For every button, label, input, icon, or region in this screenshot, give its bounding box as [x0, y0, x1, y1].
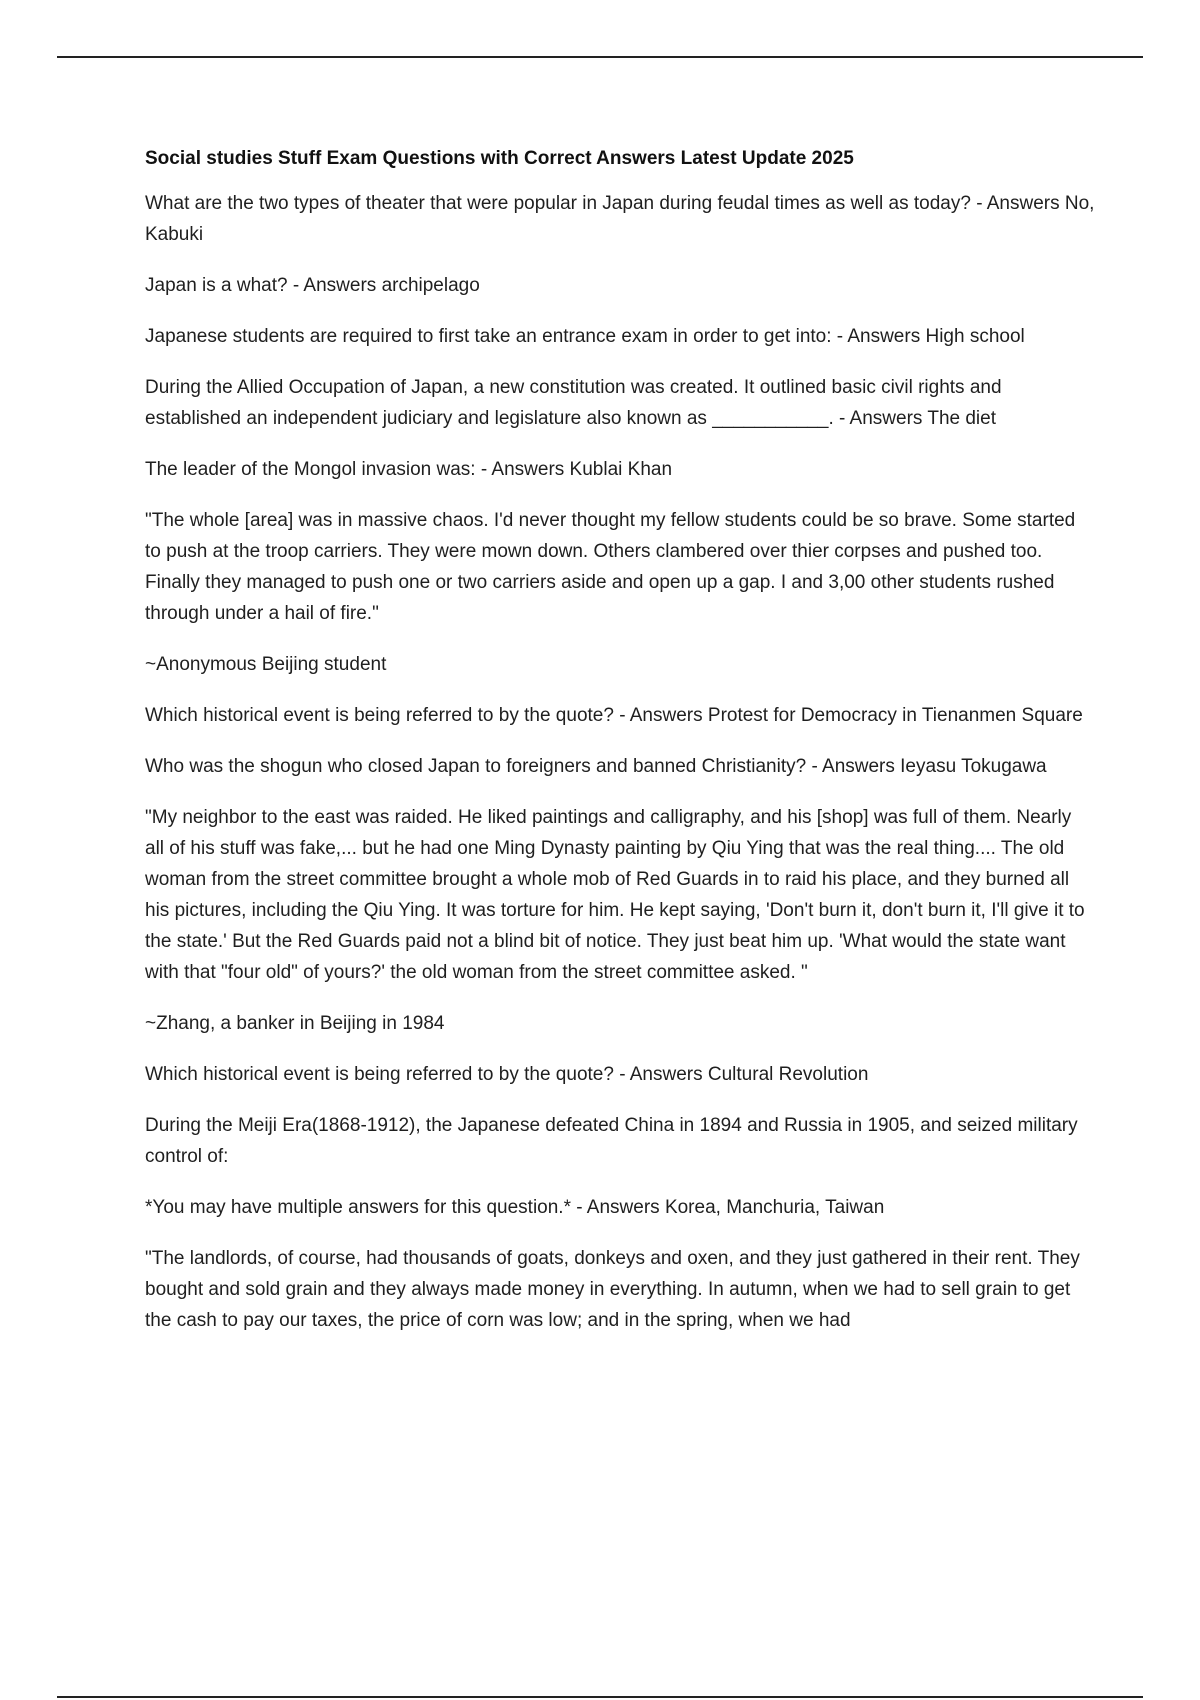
- paragraph-theater-question: What are the two types of theater that were popular in Japan during feudal times as well as today? - Answers No, Kabuki: [145, 193, 1095, 245]
- paragraph-constitution-question: During the Allied Occupation of Japan, a new constitution was created. It outlined basic civil rights and established an independent judiciary and legislature also known as ___________. - Answers The diet: [145, 377, 1002, 429]
- paragraph-tiananmen-question: Which historical event is being referred to by the quote? - Answers Protest for Democracy in Tienanmen Square: [145, 705, 1083, 726]
- footer-rule: [57, 1696, 1143, 1698]
- paragraph-cultural-revolution-question: Which historical event is being referred to by the quote? - Answers Cultural Revolution: [145, 1064, 869, 1085]
- paragraph-mongol-question: The leader of the Mongol invasion was: - Answers Kublai Khan: [145, 459, 673, 480]
- paragraph-shogun-question: Who was the shogun who closed Japan to foreigners and banned Christianity? - Answers Ieyasu Tokugawa: [145, 756, 1047, 777]
- paragraph-entrance-exam-question: Japanese students are required to first take an entrance exam in order to get into: - Answers High school: [145, 326, 1025, 347]
- paragraph-tiananmen-quote: "The whole [area] was in massive chaos. I'd never thought my fellow students could be so brave. Some started to push at the troop carriers. They were mown down. Others clambered over thier corpses and pushed too. Finally they managed to push one or two carriers aside and open up a gap. I and 3,00 other students rushed through under a hail of fire.": [145, 510, 1076, 624]
- paragraph-landlords-quote: "The landlords, of course, had thousands of goats, donkeys and oxen, and they just gathered in their rent. They bought and sold grain and they always made money in everything. In autumn, when we had to sell grain to get the cash to pay our taxes, the price of corn was low; and in the spring, when we had: [145, 1248, 1080, 1331]
- paragraph-meiji-answer: *You may have multiple answers for this question.* - Answers Korea, Manchuria, Taiwan: [145, 1197, 885, 1218]
- header-rule: [57, 56, 1143, 58]
- document-title: Social studies Stuff Exam Questions with Correct Answers Latest Update 2025: [145, 148, 854, 169]
- paragraph-meiji-question: During the Meiji Era(1868-1912), the Japanese defeated China in 1894 and Russia in 1905, and seized military control of:: [145, 1115, 1078, 1167]
- document-body: [145, 140, 1095, 1356]
- paragraph-archipelago-question: Japan is a what? - Answers archipelago: [145, 275, 480, 296]
- paragraph-quote-attribution: ~Zhang, a banker in Beijing in 1984: [145, 1013, 445, 1034]
- paragraph-red-guards-quote: "My neighbor to the east was raided. He liked paintings and calligraphy, and his [shop] was full of them. Nearly all of his stuff was fake,... but he had one Ming Dynasty painting by Qiu Ying that was the real thing.... The old woman from the street committee brought a whole mob of Red Guards in to raid his place, and they burned all his pictures, including the Qiu Ying. It was torture for him. He kept saying, 'Don't burn it, don't burn it, I'll give it to the state.' But the Red Guards paid not a blind bit of notice. They just beat him up. 'What would the state want with that "four old" of yours?' the old woman from the street committee asked. ": [145, 807, 1085, 983]
- paragraph-quote-attribution: ~Anonymous Beijing student: [145, 654, 387, 675]
